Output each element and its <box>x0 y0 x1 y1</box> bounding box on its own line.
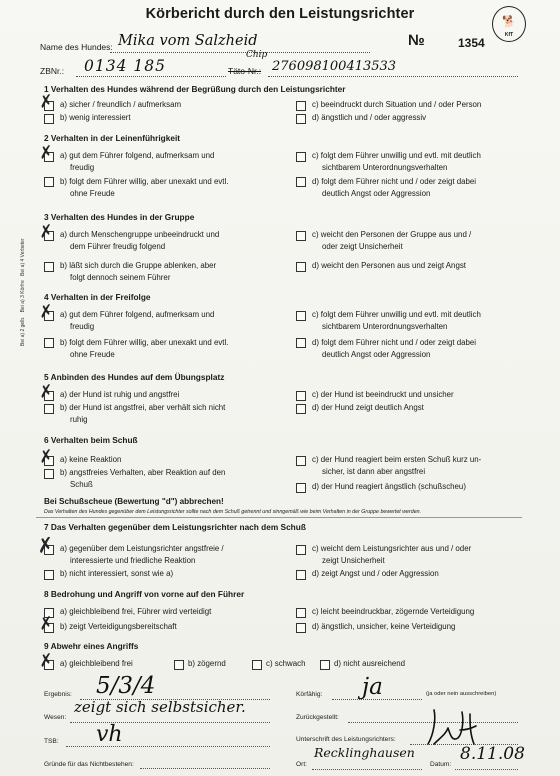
checkbox-9d[interactable] <box>320 660 330 670</box>
option-2a-cont: freudig <box>70 163 95 172</box>
checkbox-1b[interactable] <box>44 114 54 124</box>
ort-line <box>312 769 422 770</box>
ergebnis-value[interactable]: 5/3/4 <box>96 673 156 699</box>
zurueck-label: Zurückgestellt: <box>296 714 339 721</box>
chip-annotation: Chip <box>246 50 268 60</box>
checkbox-2b[interactable] <box>44 177 54 187</box>
option-7b: b) nicht interessiert, sonst wie a) <box>60 569 174 578</box>
check-mark-5a: ✗ <box>37 381 55 403</box>
dog-name-value[interactable]: Mika vom Salzheid <box>118 33 258 49</box>
checkbox-4b[interactable] <box>44 338 54 348</box>
checkbox-2c[interactable] <box>296 152 306 162</box>
checkbox-3b[interactable] <box>44 262 54 272</box>
checkbox-8d[interactable] <box>296 623 306 633</box>
gruende-label: Gründe für das Nichtbestehen: <box>44 761 134 768</box>
option-5c: c) der Hund ist beeindruckt und unsicher <box>312 390 454 399</box>
chip-label: Täto-Nr.: <box>228 66 262 76</box>
report-number: 1354 <box>458 36 485 50</box>
option-4c: c) folgt dem Führer unwillig und evtl. mit deutlich <box>312 310 481 319</box>
checkbox-3d[interactable] <box>296 262 306 272</box>
schuss-note: Das Verhalten des Hundes gegenüber dem Leistungsrichter sollte nach dem Schuß getrennt und sinngemäß wie beim Verhalten in der Gruppe bewertet werden. <box>44 509 422 515</box>
checkbox-1d[interactable] <box>296 114 306 124</box>
tsb-label: TSB: <box>44 738 59 745</box>
section-6-title: 6 Verhalten beim Schuß <box>44 435 138 445</box>
option-4d-cont: deutlich Angst oder Aggression <box>322 350 431 359</box>
option-7a-cont: interessierte und friedliche Reaktion <box>70 556 196 565</box>
option-5b: b) der Hund ist angstfrei, aber verhält sich nicht <box>60 403 226 412</box>
check-mark-9a: ✗ <box>37 650 55 672</box>
option-5b-cont: ruhig <box>70 415 88 424</box>
option-7c-cont: zeigt Unsicherheit <box>322 556 385 565</box>
section-1-title: 1 Verhalten des Hundes während der Begrüßung durch den Leistungsrichter <box>44 84 346 94</box>
logo-text: KfT <box>504 32 514 38</box>
option-6a: a) keine Reaktion <box>60 455 122 464</box>
option-7c: c) weicht dem Leistungsrichter aus und / oder <box>312 544 472 553</box>
checkbox-7d[interactable] <box>296 570 306 580</box>
wesen-value[interactable]: zeigt sich selbstsicher. <box>74 698 246 716</box>
option-8a: a) gleichbleibend frei, Führer wird verteidigt <box>60 607 212 616</box>
option-1b: b) wenig interessiert <box>60 113 131 122</box>
zb-label: ZBNr.: <box>40 66 65 76</box>
page-title: Körbericht durch den Leistungsrichter <box>145 6 415 22</box>
tsb-value[interactable]: vh <box>96 722 123 747</box>
option-4b: b) folgt dem Führer willig, aber unexakt und evtl. <box>60 338 229 347</box>
checkbox-9b[interactable] <box>174 660 184 670</box>
option-7d: d) zeigt Angst und / oder Aggression <box>312 569 439 578</box>
check-mark-8b: ✗ <box>37 613 55 635</box>
checkbox-4d[interactable] <box>296 338 306 348</box>
option-5d: d) der Hund zeigt deutlich Angst <box>312 403 424 412</box>
ergebnis-label: Ergebnis: <box>44 691 72 698</box>
chip-line <box>268 76 518 77</box>
section-2-title: 2 Verhalten in der Leinenführigkeit <box>44 133 181 143</box>
option-2d-cont: deutlich Angst oder Aggression <box>322 189 431 198</box>
koerfaehig-label: Körfähig: <box>296 691 323 698</box>
dog-icon: 🐕 <box>502 16 516 28</box>
option-2c: c) folgt dem Führer unwillig und evtl. mit deutlich <box>312 151 481 160</box>
check-mark-7a: ✗ <box>35 531 56 559</box>
margin-note-2: Bei a) 3 Körfre <box>20 280 26 313</box>
dog-name-label: Name des Hundes: <box>40 42 113 52</box>
checkbox-9c[interactable] <box>252 660 262 670</box>
check-mark-6a: ✗ <box>37 446 55 468</box>
section-3-title: 3 Verhalten des Hundes in der Gruppe <box>44 212 195 222</box>
abort-note: Bei Schußscheue (Bewertung "d") abbrechen! <box>44 497 224 506</box>
checkbox-5d[interactable] <box>296 404 306 414</box>
section-7-title: 7 Das Verhalten gegenüber dem Leistungsrichter nach dem Schuß <box>44 522 306 532</box>
option-8d: d) ängstlich, unsicher, keine Verteidigung <box>312 622 456 631</box>
option-3c: c) weicht den Personen der Gruppe aus und / <box>312 230 472 239</box>
option-8c: c) leicht beeindruckbar, zögernde Verteidigung <box>312 607 475 616</box>
section-4-title: 4 Verhalten in der Freifolge <box>44 292 151 302</box>
zb-value[interactable]: 0134 185 <box>84 57 166 75</box>
datum-line <box>455 769 518 770</box>
section-9-title: 9 Abwehr eines Angriffs <box>44 641 139 651</box>
checkbox-7c[interactable] <box>296 545 306 555</box>
koerfaehig-hint: (ja oder nein ausschreiben) <box>426 691 497 697</box>
option-2d: d) folgt dem Führer nicht und / oder zeigt dabei <box>312 177 477 186</box>
option-6c: c) der Hund reagiert beim ersten Schuß kurz un- <box>312 455 482 464</box>
option-4a-cont: freudig <box>70 322 95 331</box>
check-mark-3a: ✗ <box>37 221 55 243</box>
margin-note-3: Bei a) 4 Verbeter <box>20 238 26 276</box>
option-4a: a) gut dem Führer folgend, aufmerksam und <box>60 310 215 319</box>
option-4d: d) folgt dem Führer nicht und / oder zeigt dabei <box>312 338 477 347</box>
option-4b-cont: ohne Freude <box>70 350 115 359</box>
unterschrift-label: Unterschrift des Leistungsrichters: <box>296 736 396 743</box>
option-9d: d) nicht ausreichend <box>334 659 406 668</box>
option-4c-cont: sichtbarem Unterordnungsverhalten <box>322 322 448 331</box>
option-1c: c) beeindruckt durch Situation und / oder Person <box>312 100 482 109</box>
option-7a: a) gegenüber dem Leistungsrichter angstfreie / <box>60 544 224 553</box>
option-3c-cont: oder zeigt Unsicherheit <box>322 242 403 251</box>
checkbox-1c[interactable] <box>296 101 306 111</box>
checkbox-3c[interactable] <box>296 231 306 241</box>
option-3b: b) läßt sich durch die Gruppe ablenken, aber <box>60 261 217 270</box>
chip-value[interactable]: 276098100413533 <box>272 59 397 74</box>
checkbox-8c[interactable] <box>296 608 306 618</box>
judge-signature <box>424 704 494 748</box>
ort-value[interactable]: Recklinghausen <box>314 745 415 760</box>
option-9b: b) zögernd <box>188 659 226 668</box>
checkbox-5c[interactable] <box>296 391 306 401</box>
checkbox-2d[interactable] <box>296 177 306 187</box>
option-3d: d) weicht den Personen aus und zeigt Angst <box>312 261 466 270</box>
check-mark-1a: ✗ <box>37 91 55 113</box>
checkbox-5b[interactable] <box>44 404 54 414</box>
divider-line <box>36 517 522 518</box>
option-6b-cont: Schuß <box>70 480 93 489</box>
option-2b: b) folgt dem Führer willig, aber unexakt und evtl. <box>60 177 229 186</box>
checkbox-6c[interactable] <box>296 456 306 466</box>
checkbox-7b[interactable] <box>44 570 54 580</box>
option-2c-cont: sichtbarem Unterordnungsverhalten <box>322 163 448 172</box>
option-2b-cont: ohne Freude <box>70 189 115 198</box>
gruende-line <box>140 768 270 769</box>
section-8-title: 8 Bedrohung und Angriff von vorne auf den Führer <box>44 589 245 599</box>
option-9a: a) gleichbleibend frei <box>60 659 133 668</box>
check-mark-4a: ✗ <box>37 301 55 323</box>
option-6b: b) angstfreies Verhalten, aber Reaktion auf den <box>60 468 226 477</box>
option-8b: b) zeigt Verteidigungsbereitschaft <box>60 622 177 631</box>
zb-line <box>76 76 226 77</box>
ort-label: Ort: <box>296 761 307 768</box>
option-3b-cont: folgt dennoch seinem Führer <box>70 273 171 282</box>
option-3a: a) durch Menschengruppe unbeeindruckt und <box>60 230 220 239</box>
option-2a: a) gut dem Führer folgend, aufmerksam und <box>60 151 215 160</box>
option-6d: d) der Hund reagiert ängstlich (schußscheu) <box>312 482 466 491</box>
check-mark-2a: ✗ <box>37 142 55 164</box>
option-3a-cont: dem Führer freudig folgend <box>70 242 166 251</box>
checkbox-4c[interactable] <box>296 311 306 321</box>
option-1a: a) sicher / freundlich / aufmerksam <box>60 100 182 109</box>
number-symbol: № <box>408 32 425 49</box>
wesen-label: Wesen: <box>44 714 67 721</box>
option-9c: c) schwach <box>266 659 306 668</box>
margin-note-1: Bei a) 2 gelb. <box>20 316 26 346</box>
koerfaehig-value[interactable]: ja <box>362 674 383 700</box>
checkbox-6b[interactable] <box>44 469 54 479</box>
margin-note <box>20 238 26 346</box>
option-5a: a) der Hund ist ruhig und angstfrei <box>60 390 180 399</box>
kft-logo <box>492 6 526 42</box>
dog-name-line <box>110 52 370 53</box>
checkbox-6d[interactable] <box>296 483 306 493</box>
option-1d: d) ängstlich und / oder aggressiv <box>312 113 427 122</box>
option-6c-cont: sicher, ist dann aber angstfrei <box>322 467 426 476</box>
datum-label: Datum: <box>430 761 452 768</box>
datum-value[interactable]: 8.11.08 <box>460 744 525 764</box>
section-5-title: 5 Anbinden des Hundes auf dem Übungsplatz <box>44 372 225 382</box>
